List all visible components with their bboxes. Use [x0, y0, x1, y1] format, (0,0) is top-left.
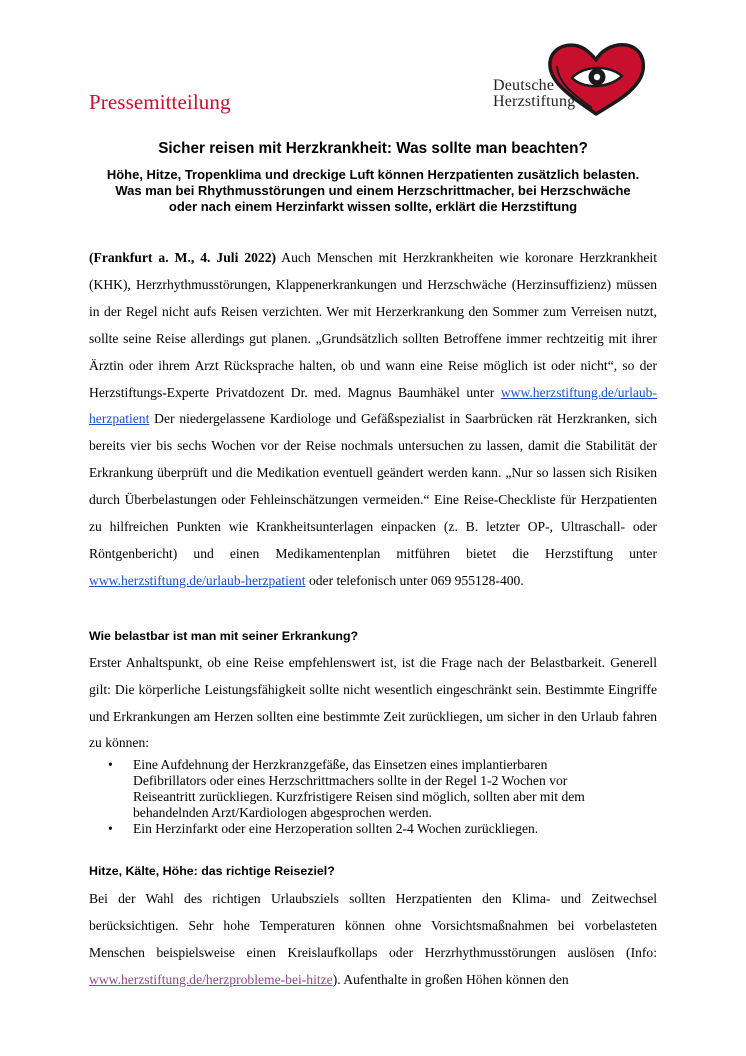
- section-belastbarkeit-paragraph: Erster Anhaltspunkt, ob eine Reise empfehlenswert ist, ist die Frage nach der Belastbarkeit. Generell gilt: Die körperliche Leistungsfähigkeit sollte nicht wesentlich eingeschränkt sein. Bestimmte Eingriffe und Erkrankungen am Herzen sollten eine bestimmte Zeit zurückliegen, um sicher in den Urlaub fahren zu können:: [89, 655, 657, 751]
- list-item: [89, 757, 649, 821]
- list-item: [89, 821, 649, 837]
- subheadline: Höhe, Hitze, Tropenklima und dreckige Luft können Herzpatienten zusätzlich belasten. Was man bei Rhythmusstörungen und einem Herzschrittmacher, bei Herzschwäche oder nach einem Herzinfarkt wissen sollte, erklärt die Herzstiftung: [106, 167, 640, 214]
- herzstiftung-logo: [490, 42, 650, 116]
- headline: Sicher reisen mit Herzkrankheit: Was sollte man beachten?: [158, 140, 588, 157]
- reiseziel-text-a: Bei der Wahl des richtigen Urlaubsziels sollten Herzpatienten den Klima- und Zeitwechsel berücksichtigen. Sehr hohe Temperaturen können ohne Vorsichtsmaßnahmen bei vorbelasteten Menschen beispielsweise einen Kreislaufkollaps oder Herzrhythmusstörungen auslösen (Info:: [89, 891, 657, 960]
- reiseziel-text-b: ). Aufenthalte in großen Höhen können den: [332, 972, 569, 987]
- heart-eye-logo-icon: [542, 42, 650, 116]
- list-item-text: Eine Aufdehnung der Herzkranzgefäße, das Einsetzen eines implantierbaren Defibrillators oder eines Herzschrittmachers sollte in der Regel 1-2 Wochen vor Reiseantritt zurückliegen. Kurzfristigere Reisen sind möglich, sollten aber mit dem behandelnden Arzt/Kardiologen abgesprochen werden.: [133, 757, 585, 820]
- press-release-label: Pressemitteilung: [89, 90, 231, 114]
- section-heading-reiseziel: Hitze, Kälte, Höhe: das richtige Reiseziel?: [89, 864, 335, 878]
- section-heading-belastbarkeit: Wie belastbar ist man mit seiner Erkrankung?: [89, 629, 359, 643]
- bullet-icon: •: [108, 821, 113, 836]
- logo-line-1: Deutsche: [493, 77, 555, 94]
- logo-line-2: Herzstiftung: [493, 93, 576, 110]
- herzprobleme-hitze-link[interactable]: www.herzstiftung.de/herzprobleme-bei-hitze: [89, 972, 333, 987]
- dateline: (Frankfurt a. M., 4. Juli 2022): [89, 250, 277, 265]
- intro-text-b: Der niedergelassene Kardiologe und Gefäßspezialist in Saarbrücken rät Herzkranken, sich bereits vier bis sechs Wochen vor der Reise nochmals untersuchen zu lassen, damit die Stabilität der Erkrankung überprüft und die Medikation eventuell geändert werden kann. „Nur so lassen sich Risiken durch Überbelastungen oder Fehleinschätzungen vermeiden.“ Eine Reise-Checkliste für Herzpatienten zu hilfreichen Punkten wie Krankheitsunterlagen einpacken (z. B. letzter OP-, Ultraschall- oder Röntgenbericht) und einen Medikamentenplan mitführen bietet die Herzstiftung unter: [89, 411, 657, 561]
- requirements-list: [89, 757, 649, 837]
- intro-text-a: Auch Menschen mit Herzkrankheiten wie koronare Herzkrankheit (KHK), Herzrhythmusstörungen, Klappenerkrankungen und Herzschwäche (Herzinsuffizienz) müssen in der Regel nicht aufs Reisen verzichten. Wer mit Herzerkrankung den Sommer zum Verreisen nutzt, sollte seine Reise allerdings gut planen. „Grundsätzlich sollten Betroffene immer rechtzeitig mit ihrer Ärztin oder ihrem Arzt Rücksprache halten, ob und wann eine Reise möglich ist oder nicht“, so der Herzstiftungs-Experte Privatdozent Dr. med. Magnus Baumhäkel unter: [89, 250, 657, 400]
- urlaub-herzpatient-link-1[interactable]: www.herzstiftung.de/urlaub-herzpatient: [89, 384, 657, 427]
- section-reiseziel-paragraph: [89, 885, 657, 993]
- intro-paragraph: [89, 245, 657, 595]
- intro-text-c: oder telefonisch unter 069 955128-400.: [305, 572, 524, 588]
- list-item-text: Ein Herzinfarkt oder eine Herzoperation sollten 2-4 Wochen zurückliegen.: [133, 821, 539, 836]
- urlaub-herzpatient-link-2[interactable]: www.herzstiftung.de/urlaub-herzpatient: [89, 572, 306, 588]
- bullet-icon: •: [108, 757, 113, 772]
